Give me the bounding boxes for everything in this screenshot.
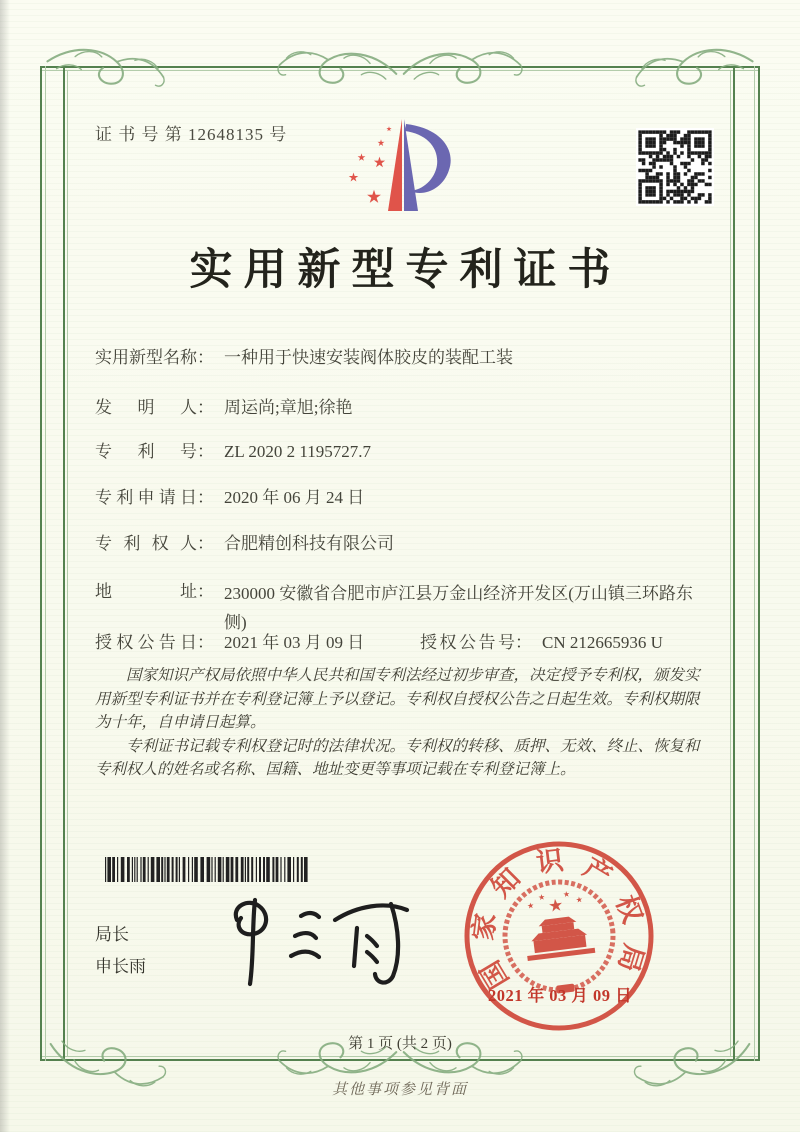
frame-right-line-light xyxy=(754,66,755,1061)
field-label: 专利号 xyxy=(95,442,197,461)
field-label: 专利申请日 xyxy=(95,488,197,507)
seal-char: 产 xyxy=(578,851,617,892)
frame-right-line xyxy=(758,66,760,1061)
field-row-address xyxy=(95,579,710,637)
director-name: 申长雨 xyxy=(95,957,146,976)
seal-char: 国 xyxy=(474,955,515,994)
top-center-ornament-left xyxy=(276,44,398,88)
field-row-patent-number xyxy=(95,439,710,465)
field-label: 地址 xyxy=(95,582,197,601)
back-note: 其他事项参见背面 xyxy=(331,1082,468,1098)
field-colon: ： xyxy=(197,534,214,553)
national-emblem-icon xyxy=(499,876,620,999)
legal-paragraph-2: 专利证书记载专利权登记时的法律状况。专利权的转移、质押、无效、终止、恢复和专利权人的姓名或名称、国籍、地址变更等事项记载在专利登记簿上。 xyxy=(95,737,700,778)
field-row-name xyxy=(95,345,710,371)
cnipa-logo-icon xyxy=(340,112,462,220)
field-value: ZL 2020 2 1195727.7 xyxy=(224,442,372,461)
field-label: 授权公告日 xyxy=(95,633,197,652)
field-label: 发明人 xyxy=(95,398,197,417)
field-row-grant xyxy=(95,630,710,656)
seal-char: 识 xyxy=(534,845,566,879)
field-value: 230000 安徽省合肥市庐江县万金山经济开发区(万山镇三环路东侧) xyxy=(224,584,693,632)
frame-left-line-light xyxy=(45,66,46,1061)
director-signature-script xyxy=(215,886,420,991)
seal-char: 局 xyxy=(612,940,650,976)
certificate-title: 实用新型专利证书 xyxy=(189,247,622,294)
certificate-number: 证 书 号 第 12648135 号 xyxy=(95,125,288,144)
seal-char: 家 xyxy=(468,911,502,943)
frame-left-line xyxy=(40,66,42,1061)
top-center-ornament-right xyxy=(402,44,524,88)
seal-date: 2021 年 03 月 09 日 xyxy=(488,986,633,1005)
cnipa-seal xyxy=(456,833,662,1039)
field-value: 一种用于快速安装阀体胶皮的装配工装 xyxy=(224,348,513,367)
seal-char: 权 xyxy=(610,891,648,928)
field-colon: ： xyxy=(197,348,214,367)
legal-paragraph-1: 国家知识产权局依照中华人民共和国专利法经过初步审查，决定授予专利权，颁发实用新型专利证书并在专利登记簿上予以登记。专利权自授权公告之日起生效。专利权期限为十年，自申请日起算。 xyxy=(95,667,700,731)
field-value: CN 212665936 U xyxy=(542,633,663,652)
field-value: 2021 年 03 月 09 日 xyxy=(224,633,365,652)
field-value: 2020 年 06 月 24 日 xyxy=(224,488,365,507)
field-colon: ： xyxy=(197,633,214,652)
field-label: 授权公告号 xyxy=(420,633,515,652)
field-value: 周运尚;章旭;徐艳 xyxy=(224,398,353,417)
barcode xyxy=(104,857,309,882)
field-label: 实用新型名称 xyxy=(95,348,197,367)
legal-text xyxy=(95,664,707,782)
field-colon: ： xyxy=(197,582,214,601)
seal-char: 知 xyxy=(485,862,527,904)
field-label: 专利权人 xyxy=(95,534,197,553)
director-title: 局长 xyxy=(95,925,129,944)
field-value: 合肥精创科技有限公司 xyxy=(224,534,394,553)
field-row-filing-date xyxy=(95,485,710,511)
field-row-patentee xyxy=(95,531,710,557)
field-colon: ： xyxy=(197,442,214,461)
qr-code xyxy=(636,128,714,206)
field-colon: ： xyxy=(197,488,214,507)
field-row-inventors xyxy=(95,395,710,421)
field-colon: ： xyxy=(197,398,214,417)
page-number: 第 1 页 (共 2 页) xyxy=(348,1036,452,1052)
field-colon: ： xyxy=(515,633,532,652)
grant-number-pair xyxy=(420,630,663,656)
scan-edge-shadow xyxy=(0,0,10,1132)
